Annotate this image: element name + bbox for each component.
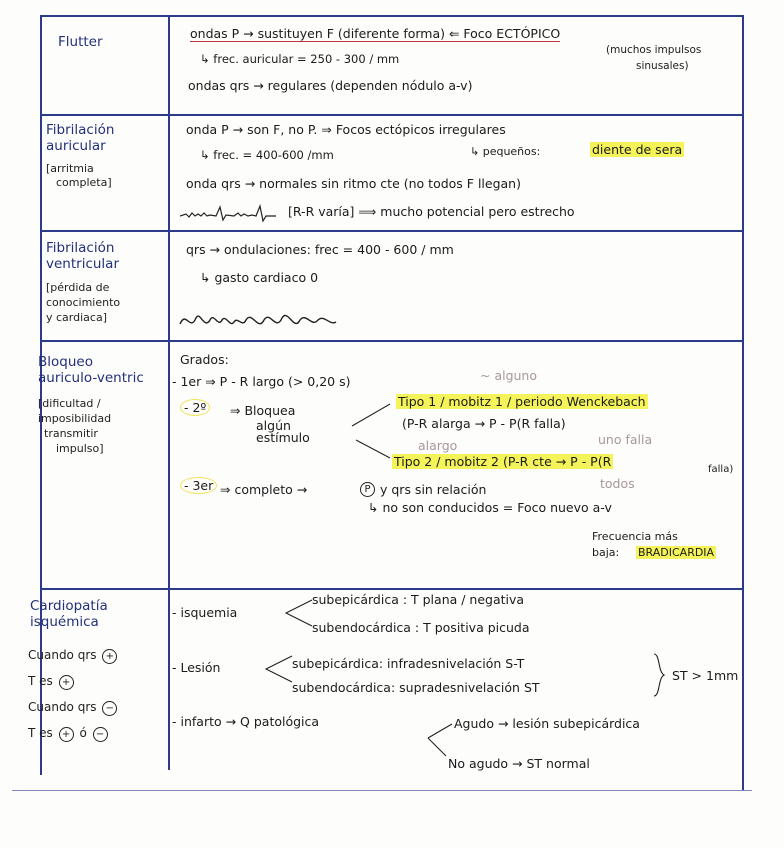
flutter-line-1: ondas P → sustituyen F (diferente forma) ⇐ Foco ECTÓPICO xyxy=(190,26,561,41)
ecg-fv-trace xyxy=(178,306,338,334)
bav-sin-relacion: y qrs sin relación xyxy=(380,482,487,497)
table-border-right xyxy=(742,15,744,790)
ci-agudo: Agudo → lesión subepicárdica xyxy=(454,716,640,731)
bav-alguno: ~ alguno xyxy=(480,368,538,383)
bav-tipo1: Tipo 1 / mobitz 1 / periodo Wenckebach xyxy=(398,394,646,409)
plus-sign-icon: + xyxy=(59,727,74,742)
bav-tipo2: Tipo 2 / mobitz 2 (P-R cte → P - P(R xyxy=(394,454,612,469)
flutter-line-4: ↳ frec. auricular = 250 - 300 / mm xyxy=(200,52,400,66)
row-divider-4 xyxy=(40,588,743,590)
bav-grados: Grados: xyxy=(180,352,229,367)
row-title-flutter: Flutter xyxy=(58,34,103,50)
row-subtitle-fibrilacion-ventricular: [pérdida de conocimiento y cardiaca] xyxy=(46,281,121,324)
fv-line-1: qrs → ondulaciones: frec = 400 - 600 / mm xyxy=(186,242,454,257)
row-title-fibrilacion-auricular: Fibrilación auricular xyxy=(46,122,115,154)
fa-line-4: onda qrs → normales sin ritmo cte (no todos F llegan) xyxy=(186,176,521,191)
ci-subepicardica-isq: subepicárdica : T plana / negativa xyxy=(312,592,525,607)
ci-st-mm: ST > 1mm xyxy=(672,668,739,683)
bav-primer-grado: - 1er ⇒ P - R largo (> 0,20 s) xyxy=(172,374,351,389)
row-divider-3 xyxy=(40,340,743,342)
fa-line-1: onda P → son F, no P. ⇒ Focos ectópicos irregulares xyxy=(186,122,506,137)
fa-line-2: ↳ frec. = 400-600 /mm xyxy=(200,148,334,162)
fa-line-5: [R-R varía] ⟹ mucho potencial pero estrecho xyxy=(288,204,575,219)
bav-baja: baja: xyxy=(592,546,620,559)
ecg-fa-trace xyxy=(180,204,280,224)
flutter-line-5: ondas qrs → regulares (dependen nódulo a-v) xyxy=(188,78,473,93)
bav-bloquea: ⇒ Bloquea xyxy=(230,403,296,418)
ci-subendocardica-les: subendocárdica: supradesnivelación ST xyxy=(292,680,540,695)
plus-sign-icon: + xyxy=(59,675,74,690)
bav-tipo2-falla: falla) xyxy=(708,464,734,475)
bav-p-circle: P xyxy=(358,480,377,497)
row-title-fibrilacion-ventricular: Fibrilación ventricular xyxy=(46,240,119,272)
row-border-top xyxy=(40,15,743,17)
row-title-bloqueo-av: Bloqueo auriculo-ventric xyxy=(38,354,144,386)
ci-infarto-branch xyxy=(424,720,454,760)
bav-tipo1-detail: (P-R alarga → P - P(R falla) xyxy=(402,416,566,431)
bav-algun: algún xyxy=(256,418,291,433)
ci-subendocardica-isq: subendocárdica : T positiva picuda xyxy=(312,620,530,635)
bav-tercer-grado: - 3er xyxy=(180,478,217,493)
bav-completo: ⇒ completo → xyxy=(220,482,308,497)
bav-bradicardia: BRADICARDIA xyxy=(638,546,715,559)
bav-uno-falla: uno falla xyxy=(598,432,653,447)
ci-isquemia: - isquemia xyxy=(172,605,238,620)
ci-no-agudo: No agudo → ST normal xyxy=(448,756,590,771)
row-subtitle-cardiopatia: Cuando qrs + T es + Cuando qrs − T es + ó − xyxy=(28,642,119,746)
minus-sign-icon: − xyxy=(93,727,108,742)
ci-subepicardica-les: subepicárdica: infradesnivelación S-T xyxy=(292,656,525,671)
bav-no-conducidos: ↳ no son conducidos = Foco nuevo a-v xyxy=(368,500,612,515)
ci-isquemia-brace xyxy=(282,596,314,630)
row-divider-1 xyxy=(40,114,743,116)
ci-st-brace xyxy=(652,652,666,698)
column-divider xyxy=(168,15,170,770)
bav-estimulo: estímulo xyxy=(256,430,310,445)
ci-lesion-brace xyxy=(262,652,294,686)
fa-line-3-highlight: diente de sera xyxy=(592,142,683,157)
bav-branch-lines xyxy=(350,396,400,462)
fa-line-3: ↳ pequeños: xyxy=(470,145,541,158)
bav-frecuencia: Frecuencia más xyxy=(592,530,678,543)
flutter-line-3: sinusales) xyxy=(636,60,689,72)
ci-lesion: - Lesión xyxy=(172,660,221,675)
flutter-line-2: (muchos impulsos xyxy=(606,44,702,56)
ci-infarto: - infarto → Q patológica xyxy=(172,714,320,729)
row-subtitle-bloqueo-av: [dificultad / imposibilidad transmitir impulso] xyxy=(38,397,112,455)
bav-todos: todos xyxy=(600,476,635,491)
row-divider-2 xyxy=(40,230,743,232)
row-subtitle-fibrilacion-auricular: [arritmia completa] xyxy=(46,162,112,189)
bav-segundo-grado: - 2º xyxy=(180,400,210,415)
bav-alargo: alargo xyxy=(418,438,458,453)
fv-line-2: ↳ gasto cardiaco 0 xyxy=(200,270,319,285)
row-border-bottom xyxy=(12,790,752,791)
minus-sign-icon: − xyxy=(102,701,117,716)
row-title-cardiopatia: Cardiopatía isquémica xyxy=(30,598,108,630)
plus-sign-icon: + xyxy=(102,649,117,664)
